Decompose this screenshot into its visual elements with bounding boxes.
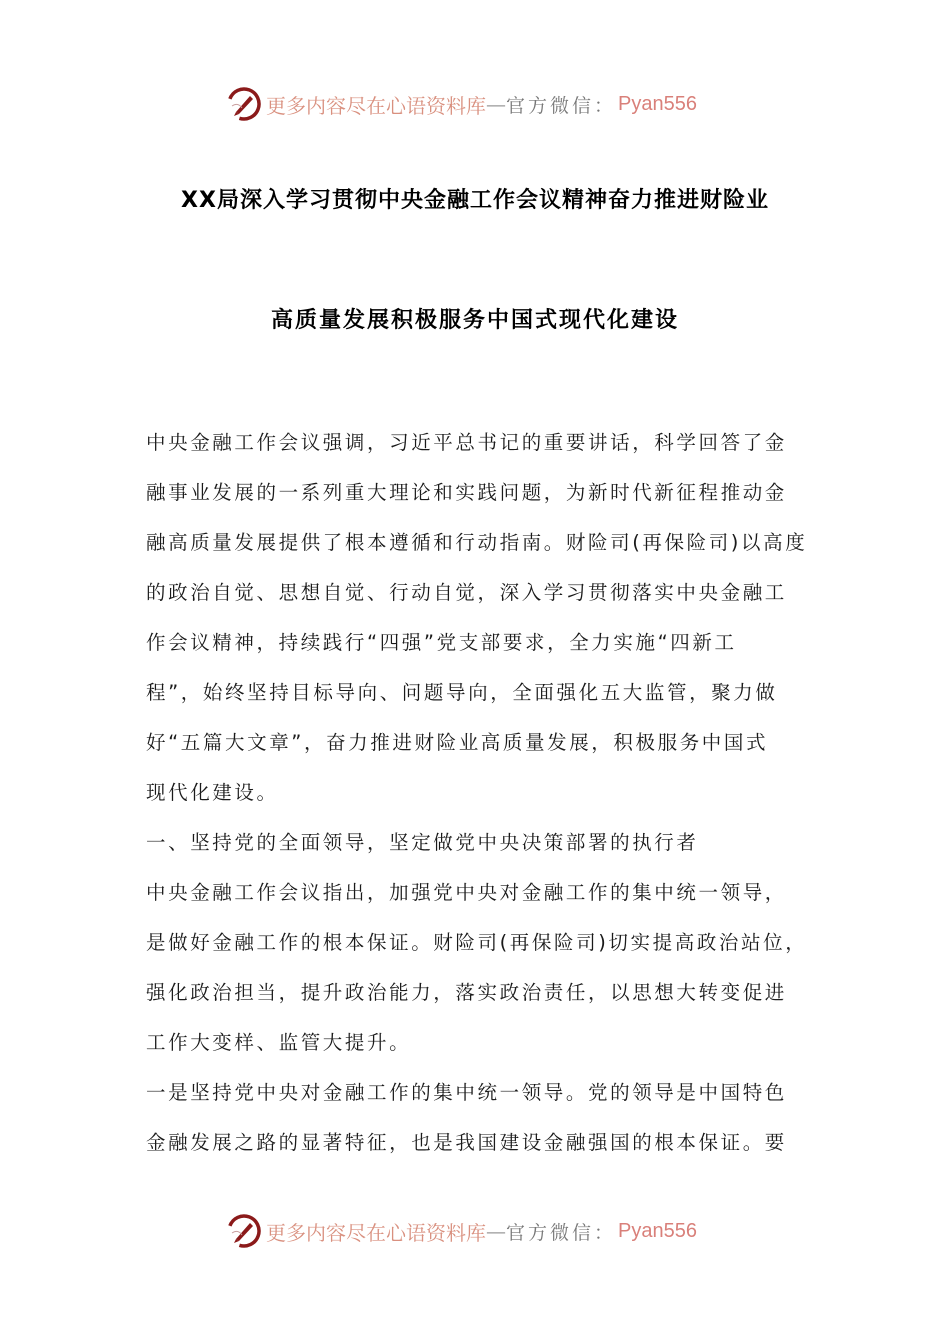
watermark-dash: — bbox=[486, 92, 506, 116]
body-line: 好“五篇大文章”，奋力推进财险业高质量发展，积极服务中国式 bbox=[146, 731, 769, 754]
section-heading: 一、坚持党的全面领导，坚定做党中央决策部署的执行者 bbox=[146, 831, 699, 854]
body-line: 融高质量发展提供了根本遵循和行动指南。财险司(再保险司)以高度 bbox=[146, 531, 808, 554]
body-line: 融事业发展的一系列重大理论和实践问题，为新时代新征程推动金 bbox=[146, 481, 787, 504]
watermark-wechat-id: Pyan556 bbox=[618, 1219, 697, 1242]
body-line: 一是坚持党中央对金融工作的集中统一领导。党的领导是中国特色 bbox=[146, 1081, 787, 1104]
watermark-dash: — bbox=[486, 1219, 506, 1243]
watermark-main-text: 更多内容尽在心语资料库 bbox=[266, 1220, 486, 1245]
body-line: 作会议精神，持续践行“四强”党支部要求，全力实施“四新工 bbox=[146, 631, 737, 654]
body-line: 金融发展之路的显著特征，也是我国建设金融强国的根本保证。要 bbox=[146, 1131, 787, 1154]
header-watermark bbox=[226, 82, 726, 126]
document-body bbox=[146, 418, 806, 1168]
body-line: 程”，始终坚持目标导向、问题导向，全面强化五大监管，聚力做 bbox=[146, 681, 778, 704]
body-line: 强化政治担当，提升政治能力，落实政治责任，以思想大转变促进 bbox=[146, 981, 787, 1004]
watermark-wechat-id: Pyan556 bbox=[618, 92, 697, 115]
quill-pen-logo-icon bbox=[226, 86, 262, 122]
body-line: 是做好金融工作的根本保证。财险司(再保险司)切实提高政治站位， bbox=[146, 931, 808, 954]
document-title-line-1: XX局深入学习贯彻中央金融工作会议精神奋力推进财险业 bbox=[181, 188, 769, 213]
body-line: 现代化建设。 bbox=[146, 781, 279, 804]
watermark-wechat-label: 官方微信： bbox=[506, 94, 617, 117]
body-line: 中央金融工作会议强调，习近平总书记的重要讲话，科学回答了金 bbox=[146, 431, 787, 454]
quill-pen-logo-icon bbox=[226, 1213, 262, 1249]
body-line: 工作大变样、监管大提升。 bbox=[146, 1031, 412, 1054]
footer-watermark bbox=[226, 1209, 726, 1253]
body-line: 的政治自觉、思想自觉、行动自觉，深入学习贯彻落实中央金融工 bbox=[146, 581, 787, 604]
watermark-wechat-label: 官方微信： bbox=[506, 1221, 617, 1244]
body-line: 中央金融工作会议指出，加强党中央对金融工作的集中统一领导， bbox=[146, 881, 787, 904]
document-title-line-2: 高质量发展积极服务中国式现代化建设 bbox=[270, 308, 679, 333]
watermark-main-text: 更多内容尽在心语资料库 bbox=[266, 93, 486, 118]
